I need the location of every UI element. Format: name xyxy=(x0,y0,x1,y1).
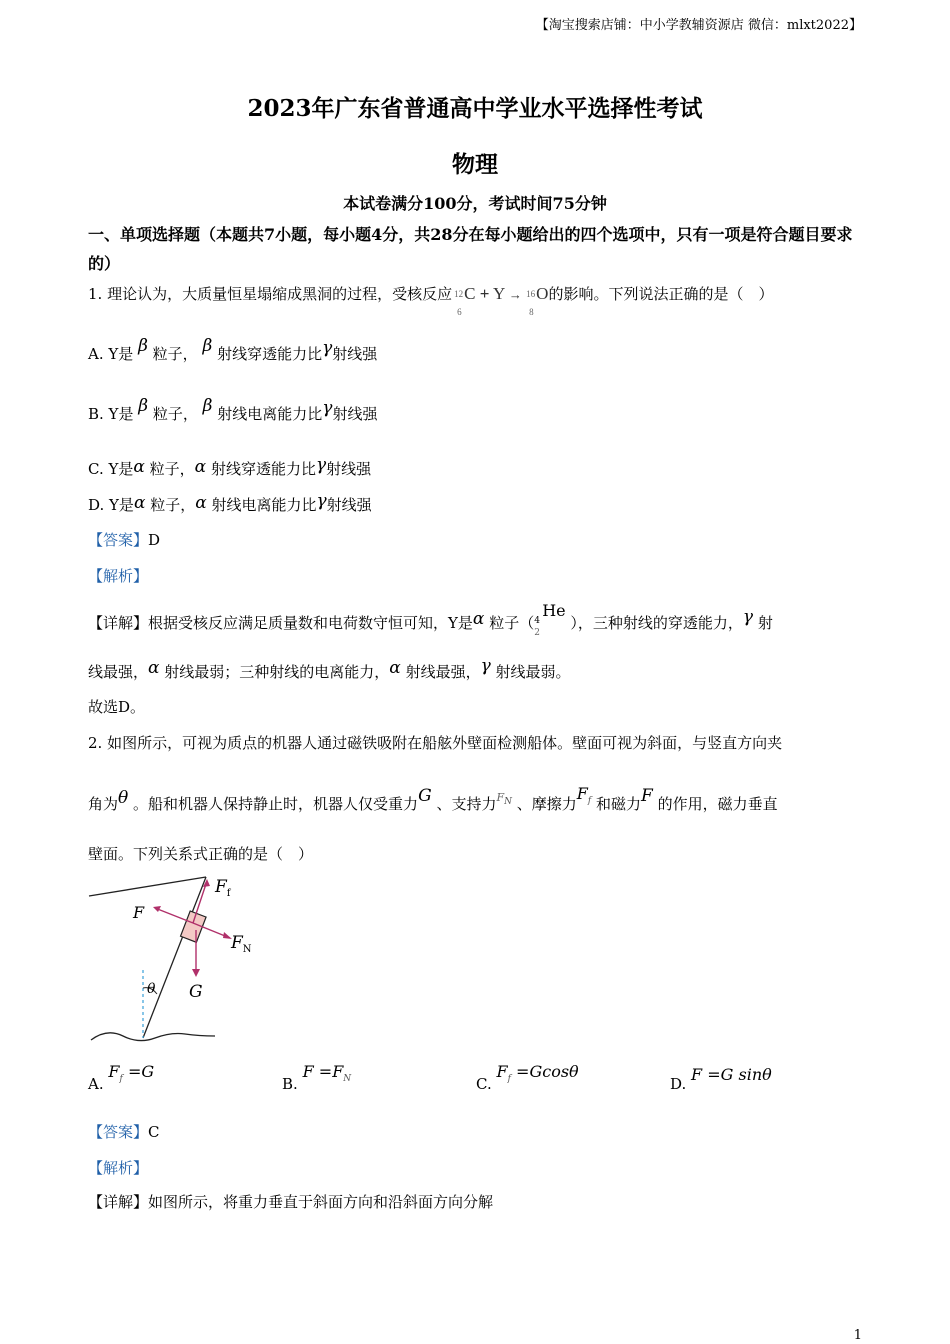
water-wave xyxy=(91,1033,215,1041)
exam-info: 本试卷满分100分，考试时间75分钟 xyxy=(343,194,607,213)
page-number: 1 xyxy=(853,1328,862,1343)
q1-analysis-tag: 【解析】 xyxy=(88,567,149,585)
wall-top-line xyxy=(89,877,206,896)
q1-stem: 1. 理论认为，大质量恒星塌缩成黑洞的过程，受核反应 12 6 C + Y → 16 8 O的影响。下列说法正确的是（ ） xyxy=(88,284,774,317)
label-ff: $F_f$ xyxy=(215,877,231,899)
q1-detail-line1: 【详解】根据受核反应满足质量数和电荷数守恒可知，Y是α 粒子（ 4 2 He ），三种射线的穿透能力，γ 射 xyxy=(88,601,773,638)
f-arrow xyxy=(155,908,193,923)
subject-title: 物理 xyxy=(452,151,498,178)
q2-option-b[interactable]: B. $F =F_N$ xyxy=(282,1062,352,1093)
section-heading: 一、单项选择题（本题共7小题，每小题4分，共28分在每小题给出的四个选项中，只有一项是符合题目要求的） xyxy=(88,225,853,273)
q2-figure xyxy=(85,870,275,1050)
page-title: 2023年广东省普通高中学业水平选择性考试 xyxy=(247,95,703,122)
q2-analysis-tag: 【解析】 xyxy=(88,1159,149,1177)
q2-option-c[interactable]: C. $F_f =Gcos\theta$ xyxy=(476,1062,579,1093)
label-g: G xyxy=(189,982,203,1002)
q2-stem-line1: 2. 如图所示，可视为质点的机器人通过磁铁吸附在船舷外壁面检测船体。壁面可视为斜面，与竖直方向夹 xyxy=(88,734,783,752)
q1-conclusion: 故选D。 xyxy=(88,698,146,716)
label-f: F xyxy=(133,903,145,922)
label-theta: θ xyxy=(147,981,156,997)
label-fn: $F_N$ xyxy=(231,933,252,955)
q2-stem-line3: 壁面。下列关系式正确的是（ ） xyxy=(88,845,314,863)
q2-detail: 【详解】如图所示，将重力垂直于斜面方向和沿斜面方向分解 xyxy=(88,1193,494,1211)
q1-option-a[interactable]: A. Y是 β 粒子， β 射线穿透能力比γ射线强 xyxy=(88,336,378,363)
q2-option-a[interactable]: A. $F_f =G$ xyxy=(88,1062,155,1093)
q1-answer: 【答案】D xyxy=(88,531,161,549)
answer-tag: 【答案】 xyxy=(88,1123,149,1141)
q2-answer: 【答案】C xyxy=(88,1123,160,1141)
q2-stem-line2: 角为θ 。船和机器人保持静止时，机器人仅受重力G 、支持力$^{F_N}$ 、摩擦力$F_f$ 和磁力F 的作用，磁力垂直 xyxy=(88,784,778,813)
q1-option-c[interactable]: C. Y是α 粒子，α 射线穿透能力比γ射线强 xyxy=(88,455,372,478)
q1-option-d[interactable]: D. Y是α 粒子，α 射线电离能力比γ射线强 xyxy=(88,491,372,514)
header-note: 【淘宝搜索店铺：中小学教辅资源店 微信：mlxt2022】 xyxy=(535,18,862,33)
q2-option-d[interactable]: D. F =G sinθ xyxy=(670,1065,772,1093)
q1-option-b[interactable]: B. Y是 β 粒子， β 射线电离能力比γ射线强 xyxy=(88,396,378,423)
answer-tag: 【答案】 xyxy=(88,531,149,549)
q1-detail-line2: 线最强，α 射线最弱；三种射线的电离能力，α 射线最强，γ 射线最弱。 xyxy=(88,656,571,681)
